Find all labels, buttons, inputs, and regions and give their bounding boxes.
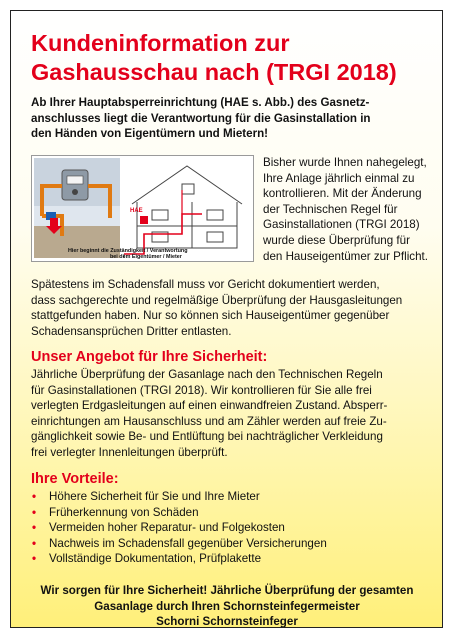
bullet-icon: • (32, 552, 37, 566)
intro-line: Ab Ihrer Hauptabsperreinrichtung (HAE s. Abb.) des Gasnetz- (31, 96, 370, 109)
offer-heading: Unser Angebot für Ihre Sicherheit: (31, 349, 268, 365)
intro-line: anschlusses liegt die Verantwortung für die Gasinstallation in (31, 111, 371, 125)
list-item (31, 536, 431, 552)
text-line: wurde diese Überprüfung für (263, 233, 410, 247)
text-line: Bisher wurde Ihnen nahegelegt, (263, 156, 427, 169)
intro-text (31, 95, 431, 142)
benefit-text: Nachweis im Schadensfall gegenüber Versicherungen (49, 536, 327, 550)
benefit-text: Höhere Sicherheit für Sie und Ihre Mieter (49, 490, 260, 503)
list-item (31, 520, 431, 536)
text-line: der Technischen Regel für (263, 202, 398, 216)
benefit-text: Vermeiden hoher Reparatur- und Folgekosten (49, 521, 285, 535)
text-line: Gasanlage durch Ihren Schornsteinfegermeister (94, 599, 360, 613)
text-line: frei verlegter Innenleitungen überprüft. (31, 445, 228, 459)
text-line: Ihre Anlage jährlich einmal zu (263, 171, 415, 185)
text-line: verlegten Erdgasleitungen auf einen einwandfreien Zustand. Absperr- (31, 399, 388, 413)
list-item (31, 489, 431, 505)
caption-line: bei dem Eigentümer / Mieter (110, 254, 182, 261)
liability-paragraph (31, 277, 435, 339)
benefit-text: Früherkennung von Schäden (49, 505, 199, 519)
text-line: einrichtungen am Hausanschluss und am Zähler werden auf freie Zu- (31, 414, 387, 428)
title-line: Gashausschau nach (TRGI 2018) (31, 59, 397, 85)
list-item (31, 505, 431, 521)
text-line: Schadensansprüchen Dritter entlasten. (31, 324, 232, 338)
offer-paragraph (31, 367, 441, 461)
bullet-icon: • (32, 505, 37, 519)
text-line: stattgefunden haben. Nur so können sich Hauseigentümer gegenüber (31, 309, 390, 323)
text-line: Jährliche Überprüfung der Gasanlage nach den Technischen Regeln (31, 368, 383, 381)
gas-installation-figure (31, 155, 254, 262)
benefits-heading: Ihre Vorteile: (31, 471, 119, 487)
benefit-text: Vollständige Dokumentation, Prüfplakette (49, 552, 262, 566)
text-line: Gasinstallationen (TRGI 2018) (263, 218, 420, 232)
list-item (31, 551, 431, 567)
text-line: Spätestens im Schadensfall muss vor Gericht dokumentiert werden, (31, 278, 380, 291)
benefits-list (31, 489, 431, 567)
side-paragraph (263, 155, 443, 264)
text-line: dass sachgerechte und regelmäßige Überprüfung der Hausgasleitungen (31, 293, 403, 307)
intro-line: den Händen von Eigentümern und Mietern! (31, 127, 269, 140)
bullet-icon: • (32, 521, 37, 535)
title-line: Kundeninformation zur (31, 30, 290, 56)
hae-label: HAE (130, 208, 143, 214)
text-line: Wir sorgen für Ihre Sicherheit! Jährliche Überprüfung der gesamten (40, 584, 414, 597)
text-line: den Hauseigentümer zur Pflicht. (263, 249, 428, 263)
bullet-icon: • (32, 490, 37, 503)
bullet-icon: • (32, 536, 37, 550)
text-line: kontrollieren. Mit der Änderung (263, 187, 422, 201)
caption-line: Hier beginnt die Zuständigkeit / Verantwortung (68, 248, 188, 254)
text-line: Schorni Schornsteinfeger (156, 615, 298, 628)
flyer (10, 10, 443, 628)
text-line: für Gasinstallationen (TRGI 2018). Wir kontrollieren für Sie alle frei (31, 383, 372, 397)
figure-caption (68, 248, 248, 261)
text-line: gänglichkeit sowie Be- und Entlüftung bei nachträglicher Verkleidung (31, 430, 383, 444)
page-title (31, 29, 431, 87)
closing-statement (27, 583, 427, 628)
